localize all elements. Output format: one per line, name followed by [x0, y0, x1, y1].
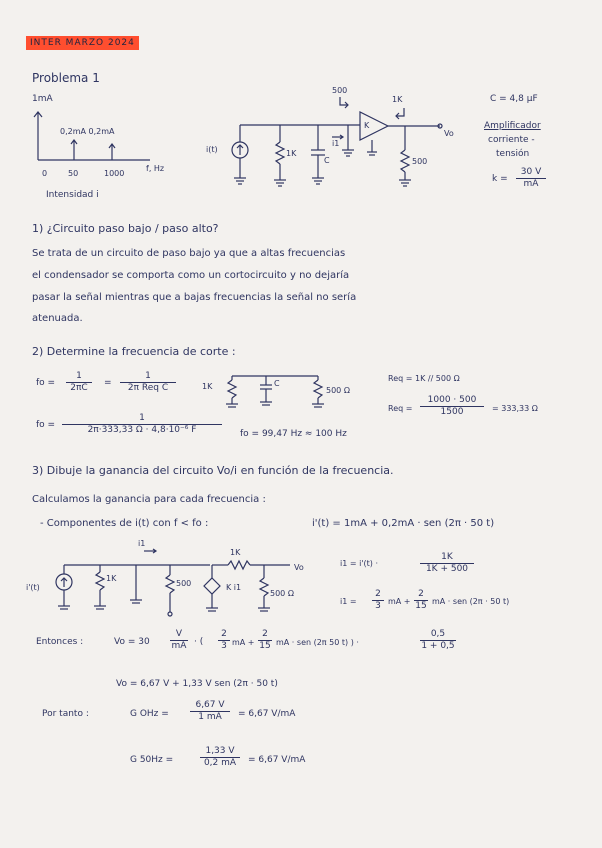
entonces-ratio-den: 1 + 0,5 — [421, 640, 455, 651]
g0-label: G OHz = — [130, 709, 169, 719]
c-label: C — [324, 156, 330, 165]
amp-type-1: Amplificador — [484, 121, 541, 131]
q2-title: 2) Determine la frecuencia de corte : — [32, 345, 236, 358]
q1-line4: atenuada. — [32, 313, 83, 324]
q3-line1: Calculamos la ganancia para cada frecuencia : — [32, 494, 266, 505]
i1b-a-num: 2 — [375, 589, 381, 599]
i1b-b-num: 2 — [418, 589, 424, 599]
graph-x-unit: f, Hz — [146, 164, 165, 173]
fo2-den: 2π·333,33 Ω · 4,8·10⁻⁶ F — [62, 424, 222, 436]
q3-circ-ki1: K i1 — [226, 583, 242, 592]
g50-label: G 50Hz = — [130, 755, 174, 765]
fo2-fraction — [62, 414, 222, 436]
g0-den: 1 mA — [190, 711, 230, 723]
vo-label: Vo — [444, 129, 454, 138]
q3-circ-i1: i1 — [138, 539, 146, 548]
i1-num: 1K — [441, 552, 453, 562]
i1b-tail: mA · sen (2π · 50 t) — [432, 597, 510, 606]
entonces-a-den: 3 — [218, 640, 230, 652]
fo-result: fo = 99,47 Hz ≈ 100 Hz — [240, 429, 347, 439]
entonces-unit — [170, 630, 188, 652]
amp-k-label: K — [364, 121, 370, 130]
req-label: Req = — [388, 404, 413, 413]
i1-den: 1K + 500 — [420, 563, 474, 575]
i1b-a-den: 3 — [372, 600, 384, 612]
amp-type-3: tensión — [496, 149, 530, 159]
r500-fb-label: 500 — [332, 86, 348, 95]
req-circ-1k: 1K — [202, 382, 213, 391]
q3-circ-source: i'(t) — [26, 583, 40, 592]
entonces-unit-den: mA — [171, 640, 187, 651]
fo2-num: 1 — [139, 413, 145, 423]
entonces-paren: · ( — [194, 637, 204, 647]
i1b-frac-b — [414, 590, 428, 612]
q1-line1: Se trata de un circuito de paso bajo ya que a altas frecuencias — [32, 248, 346, 259]
fo-frac-1-num: 1 — [76, 371, 82, 381]
q1-line3: pasar la señal mientras que a bajas frecuencias la señal no sería — [32, 292, 357, 303]
c-value: C = 4,8 μF — [490, 94, 538, 104]
g0-fraction — [190, 701, 230, 723]
q1-title: 1) ¿Circuito paso bajo / paso alto? — [32, 222, 219, 235]
req-num: 1000 · 500 — [427, 395, 477, 405]
i1-label: i1 — [332, 139, 340, 148]
req-den: 1500 — [420, 406, 484, 418]
i1b-label: i1 = — [340, 597, 357, 606]
problem-title: Problema 1 — [32, 71, 100, 85]
k-label: k = — [492, 174, 508, 184]
entonces-label: Entonces : — [36, 637, 84, 647]
i1b-mid: mA + — [388, 597, 411, 606]
fo-label: fo = — [36, 378, 56, 388]
g50-num: 1,33 V — [205, 746, 235, 756]
fo-eq: = — [104, 378, 112, 388]
fo-frac-1 — [66, 372, 92, 394]
entonces-b-den: 15 — [259, 640, 271, 651]
graph-tick-1000: 1000 — [104, 169, 125, 178]
entonces-b-num: 2 — [262, 629, 268, 639]
vo-result: Vo = 6,67 V + 1,33 V sen (2π · 50 t) — [116, 679, 278, 689]
r1-label: 1K — [286, 149, 297, 158]
q3-it-equation: i'(t) = 1mA + 0,2mA · sen (2π · 50 t) — [312, 518, 495, 529]
k-den: mA — [516, 178, 546, 190]
fo-frac-2 — [120, 372, 176, 394]
graph-origin: 0 — [42, 169, 48, 178]
i1b-b-den: 15 — [415, 600, 427, 611]
graph-y-label: 1mA — [32, 94, 53, 104]
entonces-ratio-num: 0,5 — [430, 629, 446, 639]
req-formula: Req = 1K // 500 Ω — [388, 374, 460, 383]
entonces-unit-num: V — [175, 629, 183, 639]
fo-frac-2-den: 2π Req C — [120, 382, 176, 394]
graph-arrows-label: 0,2mA 0,2mA — [60, 127, 115, 136]
g0-result: = 6,67 V/mA — [238, 709, 296, 719]
fo2-label: fo = — [36, 420, 56, 430]
q3-circ-500: 500 — [176, 579, 192, 588]
k-fraction — [516, 168, 546, 190]
req-circ-500: 500 Ω — [326, 386, 350, 395]
q3-circ-1k-b: 1K — [230, 548, 241, 557]
entonces-frac-b — [258, 630, 272, 652]
q3-components: - Componentes de i(t) con f < fo : — [40, 518, 209, 529]
fo-frac-2-num: 1 — [145, 371, 151, 381]
r1k-fb-label: 1K — [392, 95, 403, 104]
rload-label: 500 — [412, 157, 428, 166]
g50-den: 0,2 mA — [200, 757, 240, 769]
graph-caption: Intensidad i — [46, 190, 99, 200]
entonces-mid: mA + — [232, 638, 255, 647]
graph-tick-50: 50 — [68, 169, 79, 178]
source-label: i(t) — [206, 145, 218, 154]
entonces-tail: mA · sen (2π 50 t) ) · — [276, 638, 359, 647]
q3-circ-vo: Vo — [294, 563, 304, 572]
req-fraction — [420, 396, 484, 418]
i1-fraction — [420, 553, 474, 575]
entonces-vo: Vo = 30 — [114, 637, 150, 647]
entonces-a-num: 2 — [221, 629, 227, 639]
exam-header: INTER MARZO 2024 — [26, 36, 139, 50]
k-num: 30 V — [520, 167, 542, 177]
fo-frac-1-den: 2πC — [66, 382, 92, 394]
q3-circ-1k: 1K — [106, 574, 117, 583]
amp-type-2: corriente - — [488, 135, 535, 145]
q3-title: 3) Dibuje la ganancia del circuito Vo/i en función de la frecuencia. — [32, 464, 394, 477]
g0-num: 6,67 V — [195, 700, 225, 710]
i1b-frac-a — [372, 590, 384, 612]
entonces-ratio — [420, 630, 456, 652]
por-tanto: Por tanto : — [42, 709, 89, 719]
output-circuit — [204, 561, 290, 611]
q3-circ-500b: 500 Ω — [270, 589, 294, 598]
g50-result: = 6,67 V/mA — [248, 755, 306, 765]
entonces-frac-a — [218, 630, 230, 652]
i1-label: i1 = i'(t) · — [340, 559, 378, 568]
g50-fraction — [200, 747, 240, 769]
req-circ-c: C — [274, 379, 280, 388]
req-result: = 333,33 Ω — [492, 404, 538, 413]
q1-line2: el condensador se comporta como un cortocircuito y no dejaría — [32, 270, 350, 281]
